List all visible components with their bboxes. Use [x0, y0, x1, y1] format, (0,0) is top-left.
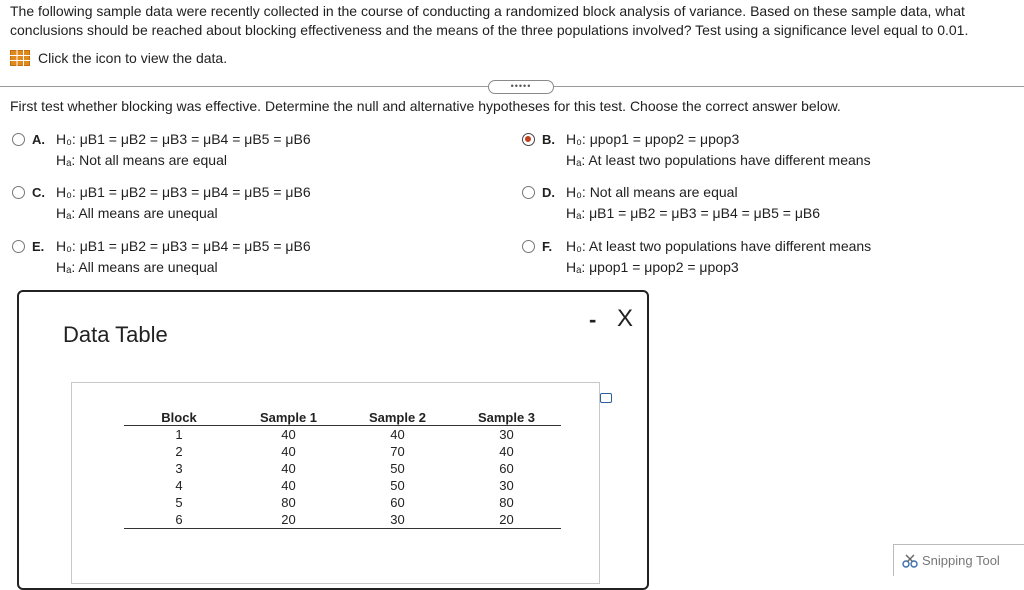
table-row: [124, 494, 561, 511]
table-cell: 50: [390, 478, 405, 493]
option-f-ha: Hₐ: μpop1 = μpop2 = μpop3: [566, 259, 739, 275]
divider-handle[interactable]: •••••: [488, 80, 554, 94]
question-line-1: The following sample data were recently collected in the course of conducting a randomized block analysis of variance. Based on these sample data, what: [10, 3, 965, 19]
table-cell: 4: [175, 478, 183, 493]
table-cell: 2: [175, 444, 183, 459]
table-cell: 40: [281, 478, 296, 493]
column-header-sample-1: Sample 1: [234, 409, 343, 426]
option-d[interactable]: [522, 183, 1002, 223]
table-cell: 70: [390, 444, 405, 459]
option-c-ha: Hₐ: All means are unequal: [56, 205, 218, 221]
option-e[interactable]: [12, 237, 492, 277]
table-row: [124, 511, 561, 529]
table-row: [124, 477, 561, 494]
option-e-h0: H₀: μB1 = μB2 = μB3 = μB4 = μB5 = μB6: [56, 238, 311, 254]
view-data-link[interactable]: [10, 50, 227, 66]
table-cell: 30: [343, 511, 452, 529]
table-cell: 1: [175, 427, 183, 442]
table-cell: 60: [390, 495, 405, 510]
option-a-radio[interactable]: [12, 133, 25, 146]
table-cell: 50: [390, 461, 405, 476]
table-cell: 40: [390, 427, 405, 442]
table-cell: 6: [124, 511, 234, 529]
option-d-h0: H₀: Not all means are equal: [566, 184, 738, 200]
view-data-label[interactable]: Click the icon to view the data.: [38, 50, 228, 66]
option-c[interactable]: [12, 183, 492, 223]
table-cell: 30: [499, 478, 514, 493]
table-header-row: [124, 409, 561, 426]
table-row: [124, 426, 561, 444]
option-d-letter: D.: [542, 185, 555, 200]
option-a[interactable]: [12, 130, 492, 170]
data-table: [124, 409, 561, 529]
table-cell: 20: [452, 511, 561, 529]
data-table-panel: [17, 290, 649, 590]
table-icon[interactable]: [10, 50, 30, 66]
option-f-radio[interactable]: [522, 240, 535, 253]
option-f-letter: F.: [542, 239, 553, 254]
option-e-letter: E.: [32, 239, 45, 254]
option-c-h0: H₀: μB1 = μB2 = μB3 = μB4 = μB5 = μB6: [56, 184, 311, 200]
instruction-text: First test whether blocking was effective. Determine the null and alternative hypotheses for this test. Choose the correct answer below.: [10, 98, 841, 114]
panel-title: Data Table: [63, 322, 168, 347]
table-cell: 3: [175, 461, 183, 476]
option-b-ha: Hₐ: At least two populations have different means: [566, 152, 871, 168]
option-e-radio[interactable]: [12, 240, 25, 253]
option-f[interactable]: [522, 237, 1002, 277]
close-button[interactable]: X: [617, 305, 634, 332]
option-a-h0: H₀: μB1 = μB2 = μB3 = μB4 = μB5 = μB6: [56, 131, 311, 147]
snipping-tool-badge: [893, 544, 1024, 576]
option-a-letter: A.: [32, 132, 45, 147]
table-cell: 80: [499, 495, 514, 510]
table-cell: 40: [281, 427, 296, 442]
column-header-block: Block: [124, 409, 234, 426]
minimize-button[interactable]: -: [589, 307, 597, 332]
option-f-h0: H₀: At least two populations have different means: [566, 238, 872, 254]
option-e-ha: Hₐ: All means are unequal: [56, 259, 218, 275]
option-b-radio-selected[interactable]: [522, 133, 535, 146]
option-c-radio[interactable]: [12, 186, 25, 199]
option-d-radio[interactable]: [522, 186, 535, 199]
option-b-h0: H₀: μpop1 = μpop2 = μpop3: [566, 131, 740, 147]
question-text: [10, 2, 1010, 40]
table-cell: 20: [234, 511, 343, 529]
table-cell: 5: [175, 495, 183, 510]
column-header-sample-2: Sample 2: [343, 409, 452, 426]
option-a-ha: Hₐ: Not all means are equal: [56, 152, 227, 168]
option-d-ha: Hₐ: μB1 = μB2 = μB3 = μB4 = μB5 = μB6: [566, 205, 821, 221]
option-b-letter: B.: [542, 132, 555, 147]
expand-icon[interactable]: [600, 393, 612, 403]
table-cell: 30: [499, 427, 514, 442]
question-line-2: conclusions should be reached about blocking effectiveness and the means of the three populations involved? Test using a significance level equal to 0.01.: [10, 22, 969, 38]
column-header-sample-3: Sample 3: [452, 409, 561, 426]
table-cell: 40: [281, 461, 296, 476]
option-b[interactable]: [522, 130, 1002, 170]
table-row: [124, 460, 561, 477]
table-row: [124, 443, 561, 460]
table-cell: 40: [281, 444, 296, 459]
scissors-icon: [902, 554, 918, 568]
table-cell: 40: [499, 444, 514, 459]
data-table-container: [71, 382, 600, 584]
table-cell: 60: [499, 461, 514, 476]
option-c-letter: C.: [32, 185, 45, 200]
table-cell: 80: [281, 495, 296, 510]
snipping-tool-label: Snipping Tool: [922, 553, 1000, 568]
